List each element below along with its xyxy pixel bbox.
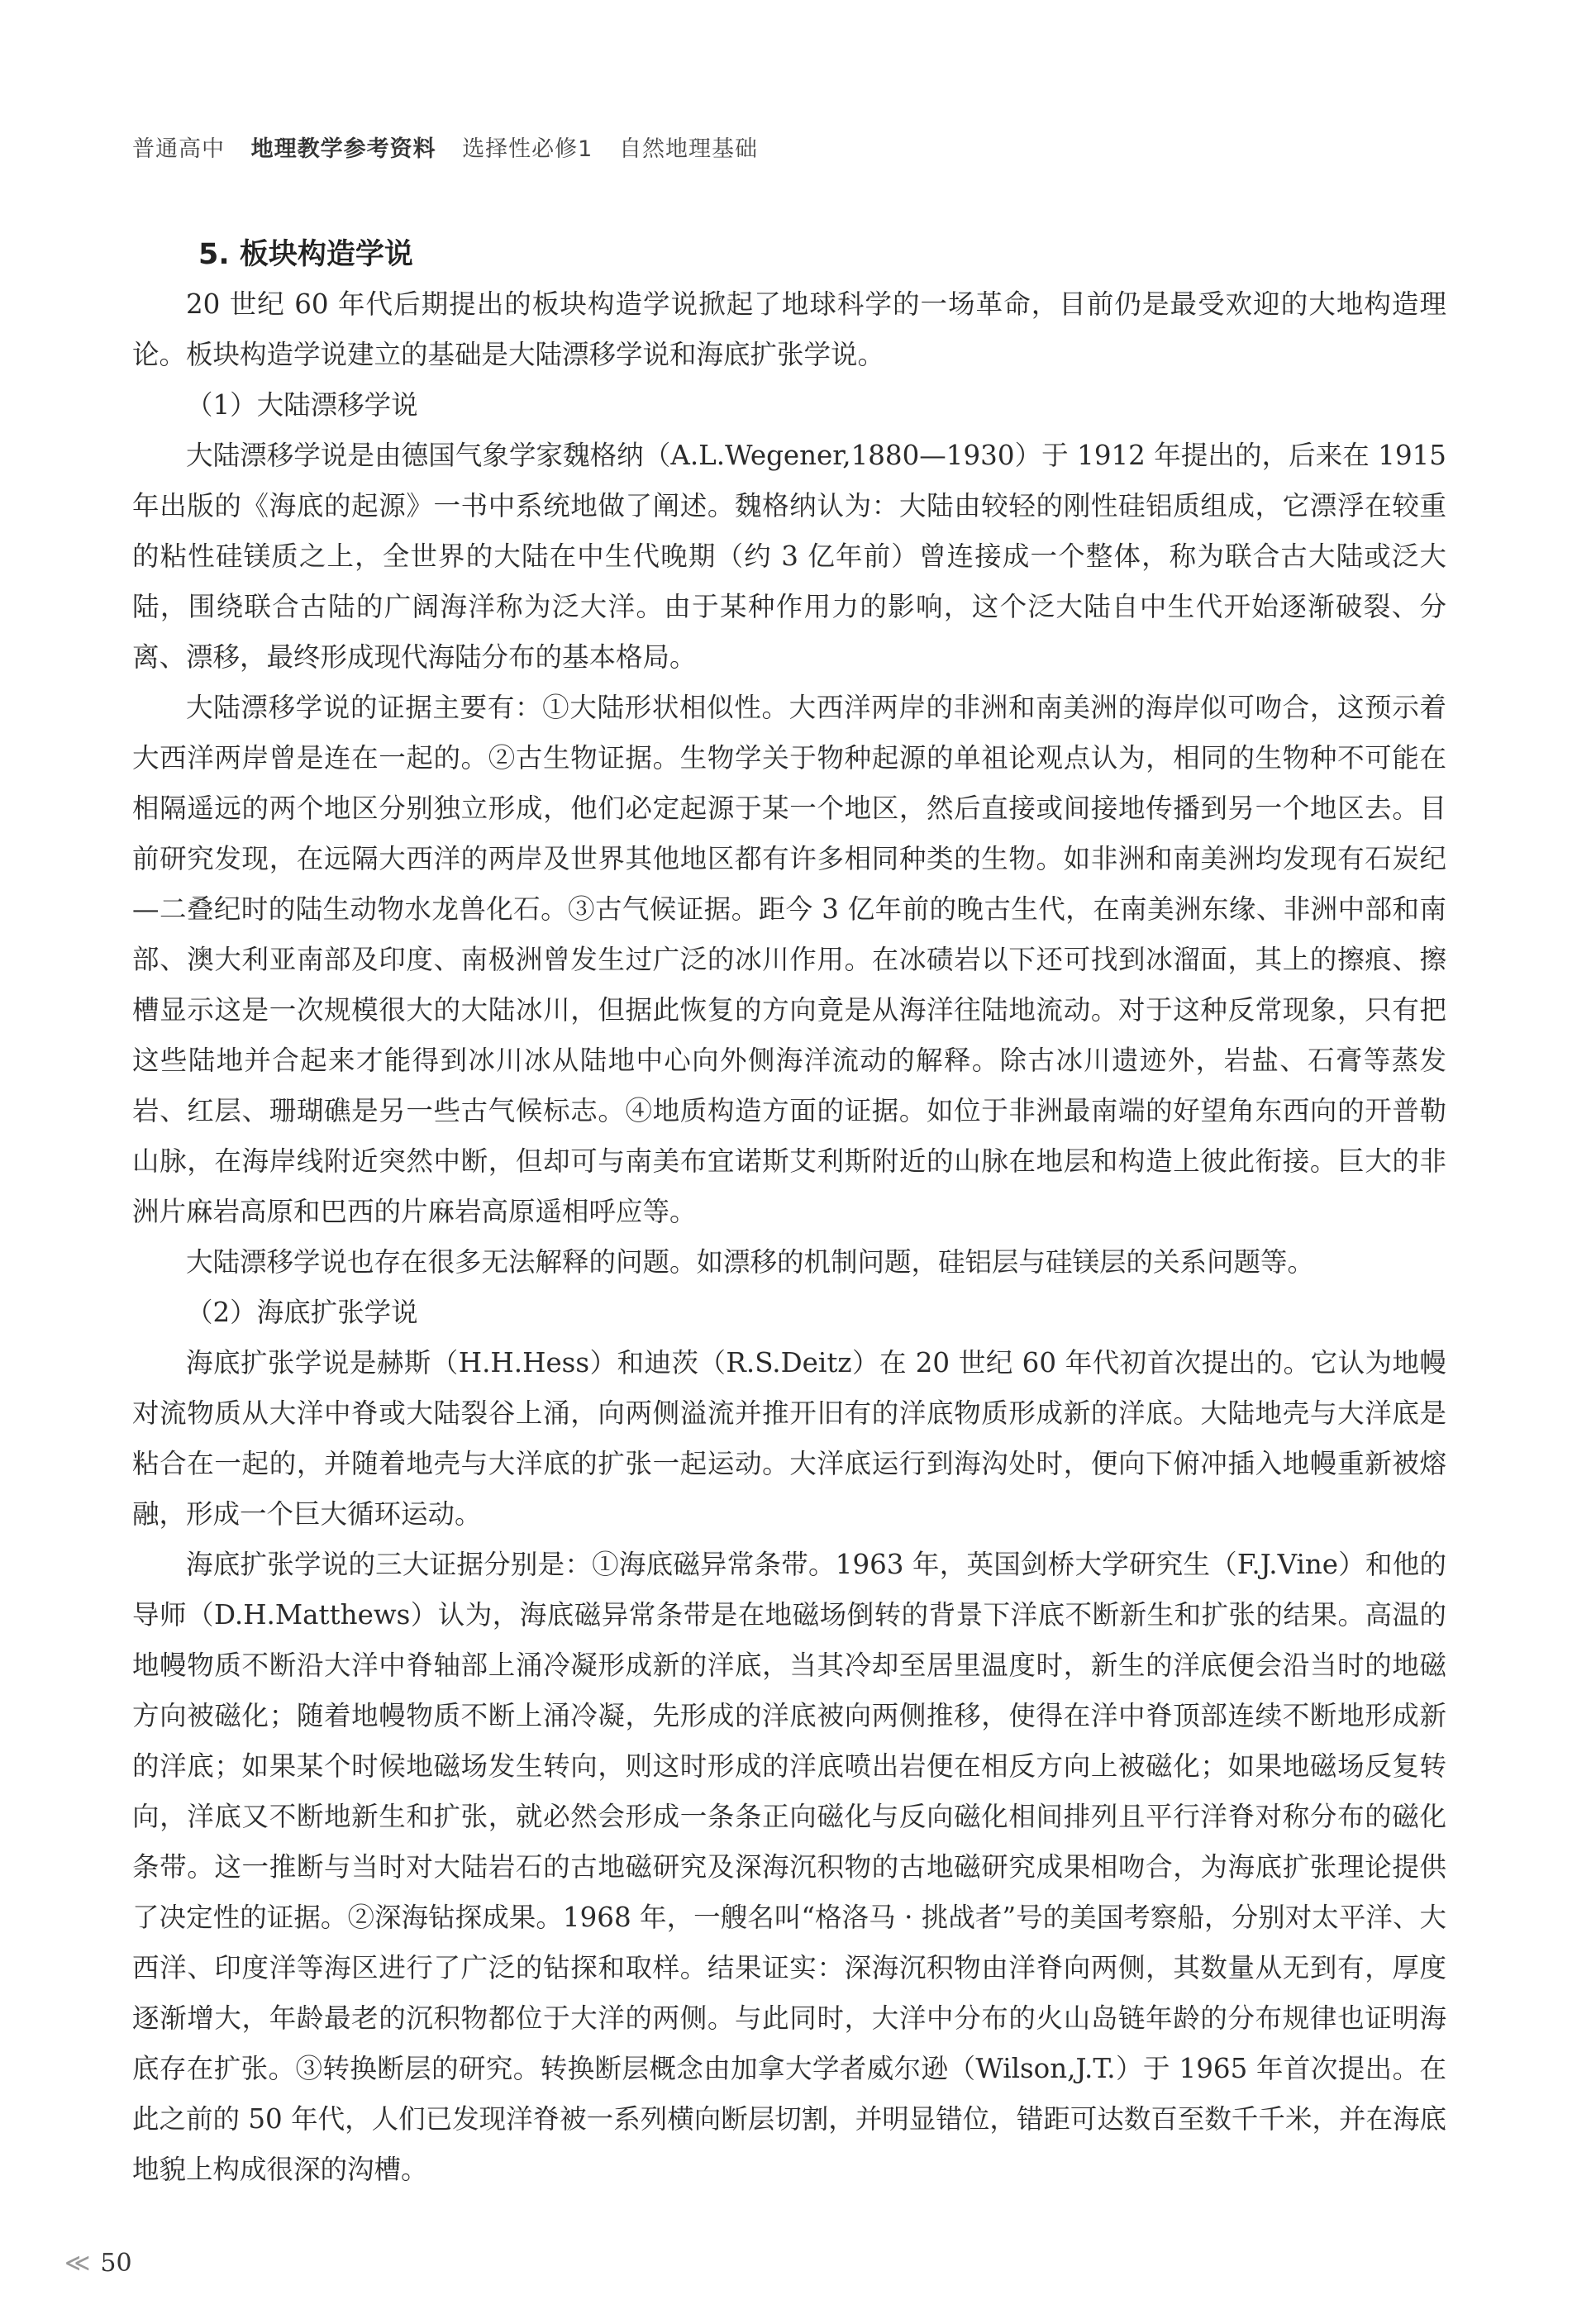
subheading-seafloor-spreading: （2）海底扩张学说 — [186, 1297, 418, 1328]
paragraph-intro: 20 世纪 60 年代后期提出的板块构造学说掀起了地球科学的一场革命，目前仍是最受欢迎的大地构造理论。板块构造学说建立的基础是大陆漂移学说和海底扩张学说。 — [132, 288, 1446, 370]
header-book: 地理教学参考资料 — [250, 136, 436, 162]
paragraph-drift-evidence: 大陆漂移学说的证据主要有：①大陆形状相似性。大西洋两岸的非洲和南美洲的海岸似可吻合，这预示着大西洋两岸曾是连在一起的。②古生物证据。生物学关于物种起源的单祖论观点认为，相同的生物种不可能在相隔遥远的两个地区分别独立形成，他们必定起源于某一个地区，然后直接或间接地传播到另一个地区去。目前研究发现，在远隔大西洋的两岸及世界其他地区都有许多相同种类的生物。如非洲和南美洲均发现有石炭纪—二叠纪时的陆生动物水龙兽化石。③古气候证据。距今 3 亿年前的晚古生代，在南美洲东缘、非洲中部和南部、澳大利亚南部及印度、南极洲曾发生过广泛的冰川作用。在冰碛岩以下还可找到冰溜面，其上的擦痕、擦槽显示这是一次规模很大的大陆冰川，但据此恢复的方向竟是从海洋往陆地流动。对于这种反常现象，只有把这些陆地并合起来才能得到冰川冰从陆地中心向外侧海洋流动的解释。除古冰川遗迹外，岩盐、石膏等蒸发岩、红层、珊瑚礁是另一些古气候标志。④地质构造方面的证据。如位于非洲最南端的好望角东西向的开普勒山脉，在海岸线附近突然中断，但却可与南美布宜诺斯艾利斯附近的山脉在地层和构造上彼此衔接。巨大的非洲片麻岩高原和巴西的片麻岩高原遥相呼应等。 — [132, 692, 1446, 1227]
header-series: 普通高中 — [132, 136, 225, 162]
page-footer — [64, 2249, 132, 2278]
page-number: 50 — [100, 2249, 132, 2278]
header-subject: 自然地理基础 — [618, 136, 758, 162]
subheading-continental-drift: （1）大陆漂移学说 — [186, 389, 418, 421]
paragraph-drift-problems: 大陆漂移学说也存在很多无法解释的问题。如漂移的机制问题，硅铝层与硅镁层的关系问题等。 — [186, 1246, 1315, 1278]
header-module: 选择性必修1 — [462, 136, 593, 162]
paragraph-wegener: 大陆漂移学说是由德国气象学家魏格纳（A.L.Wegener,1880—1930）于 1912 年提出的，后来在 1915 年出版的《海底的起源》一书中系统地做了阐述。魏格纳认为：大陆由较轻的刚性硅铝质组成，它漂浮在较重的粘性硅镁质之上，全世界的大陆在中生代晚期（约 3 亿年前）曾连接成一个整体，称为联合古大陆或泛大陆，围绕联合古陆的广阔海洋称为泛大洋。由于某种作用力的影响，这个泛大陆自中生代开始逐渐破裂、分离、漂移，最终形成现代海陆分布的基本格局。 — [132, 440, 1446, 673]
body-text — [132, 279, 1446, 2195]
paragraph-hess-deitz: 海底扩张学说是赫斯（H.H.Hess）和迪茨（R.S.Deitz）在 20 世纪 60 年代初首次提出的。它认为地幔对流物质从大洋中脊或大陆裂谷上涌，向两侧溢流并推开旧有的洋底物质形成新的洋底。大陆地壳与大洋底是粘合在一起的，并随着地壳与大洋底的扩张一起运动。大洋底运行到海沟处时，便向下俯冲插入地幔重新被熔融，形成一个巨大循环运动。 — [132, 1347, 1446, 1530]
running-header — [132, 131, 776, 163]
section-title: 5. 板块构造学说 — [198, 238, 413, 271]
chevron-left-icon: ≪ — [64, 2249, 91, 2278]
paragraph-spreading-evidence: 海底扩张学说的三大证据分别是：①海底磁异常条带。1963 年，英国剑桥大学研究生（F.J.Vine）和他的导师（D.H.Matthews）认为，海底磁异常条带是在地磁场倒转的背景下洋底不断新生和扩张的结果。高温的地幔物质不断沿大洋中脊轴部上涌冷凝形成新的洋底，当其冷却至居里温度时，新生的洋底便会沿当时的地磁方向被磁化；随着地幔物质不断上涌冷凝，先形成的洋底被向两侧推移，使得在洋中脊顶部连续不断地形成新的洋底；如果某个时候地磁场发生转向，则这时形成的洋底喷出岩便在相反方向上被磁化；如果地磁场反复转向，洋底又不断地新生和扩张，就必然会形成一条条正向磁化与反向磁化相间排列且平行洋脊对称分布的磁化条带。这一推断与当时对大陆岩石的古地磁研究及深海沉积物的古地磁研究成果相吻合，为海底扩张理论提供了决定性的证据。②深海钻探成果。1968 年，一艘名叫“格洛马 · 挑战者”号的美国考察船，分别对太平洋、大西洋、印度洋等海区进行了广泛的钻探和取样。结果证实：深海沉积物由洋脊向两侧，其数量从无到有，厚度逐渐增大，年龄最老的沉积物都位于大洋的两侧。与此同时，大洋中分布的火山岛链年龄的分布规律也证明海底存在扩张。③转换断层的研究。转换断层概念由加拿大学者威尔逊（Wilson,J.T.）于 1965 年首次提出。在此之前的 50 年代，人们已发现洋脊被一系列横向断层切割，并明显错位，错距可达数百至数千千米，并在海底地貌上构成很深的沟槽。 — [132, 1549, 1446, 2185]
